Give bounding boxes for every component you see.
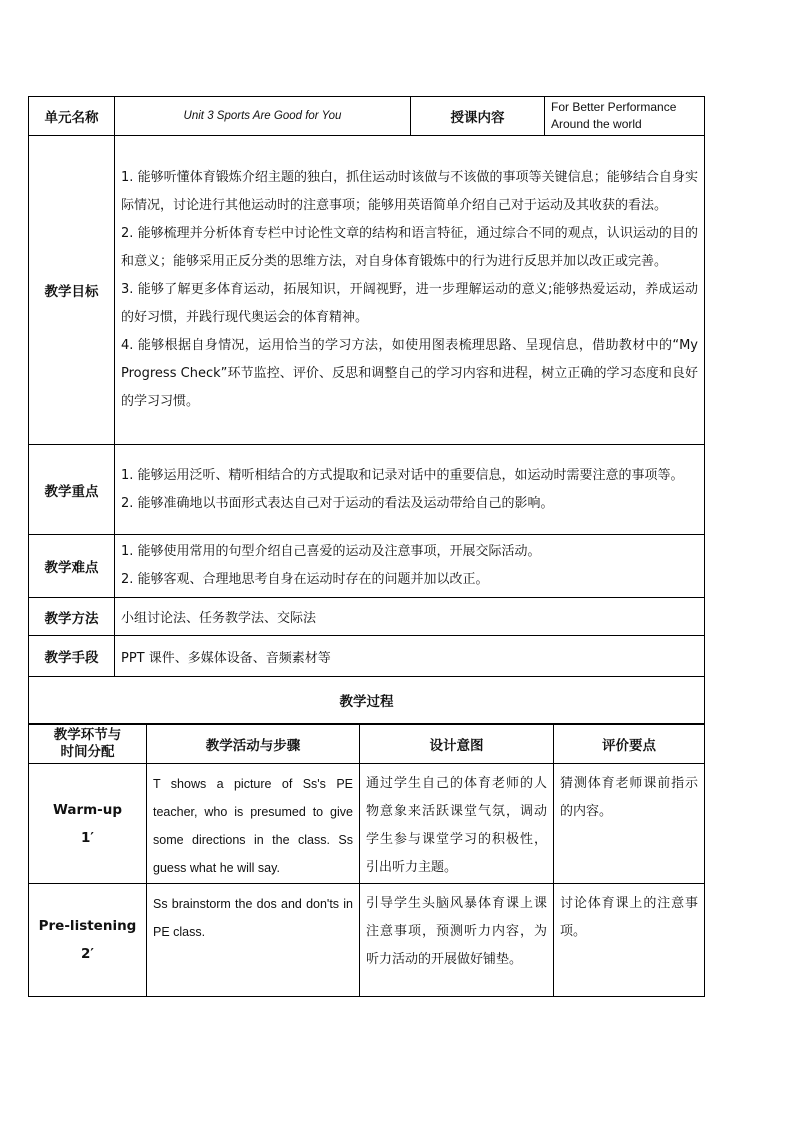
objective-paragraph: 1. 能够听懂体育锻炼介绍主题的独白，抓住运动时该做与不该做的事项等关键信息；能够结合自身实际情况，讨论进行其他运动时的注意事项；能够用英语简单介绍自己对于运动及其收获的看法。 [121,170,698,213]
methods-value: 小组讨论法、任务教学法、交际法 [115,598,705,636]
difficulty-paragraph: 2. 能够客观、合理地思考自身在运动时存在的问题并加以改正。 [121,572,489,587]
objective-paragraph: 4. 能够根据自身情况，运用恰当的学习方法，如使用图表梳理思路、呈现信息，借助教材中的“My Progress Check”环节监控、评价、反思和调整自己的学习内容和进程，树立正确的学习态度和良好的学习习惯。 [121,338,698,409]
activity-cell: T shows a picture of Ss's PE teacher, who is presumed to give some directions in the class. Ss guess what he will say. [147,764,360,884]
header-stage-time [29,725,147,764]
header-stage-time-text: 教学环节与时间分配 [53,727,122,760]
stage-time: 2′ [81,946,94,962]
table-row [29,884,705,997]
table-row [29,764,705,884]
process-title: 教学过程 [29,677,705,724]
header-activity: 教学活动与步骤 [147,725,360,764]
key-points-content [115,445,705,535]
objective-paragraph: 3. 能够了解更多体育运动，拓展知识，开阔视野，进一步理解运动的意义;能够热爱运动，养成运动的好习惯，并践行现代奥运会的体育精神。 [121,282,698,325]
header-intent: 设计意图 [360,725,554,764]
means-label: 教学手段 [29,636,115,677]
unit-label: 单元名称 [29,97,115,136]
course-label: 授课内容 [411,97,545,136]
key-point-paragraph: 2. 能够准确地以书面形式表达自己对于运动的看法及运动带给自己的影响。 [121,495,554,511]
course-line: For Better Performance [551,100,677,114]
stage-time: 1′ [81,829,94,846]
means-value: PPT 课件、多媒体设备、音频素材等 [115,636,705,677]
intent-cell: 引导学生头脑风暴体育课上课注意事项，预测听力内容，为听力活动的开展做好铺垫。 [360,884,554,997]
stage-cell [29,764,147,884]
intent-cell: 通过学生自己的体育老师的人物意象来活跃课堂气氛，调动学生参与课堂学习的积极性，引出听力主题。 [360,764,554,884]
evaluation-cell: 讨论体育课上的注意事项。 [554,884,705,997]
unit-name: Unit 3 Sports Are Good for You [115,97,411,136]
lesson-info-table [28,96,705,724]
objectives-content [115,136,705,445]
stage-cell [29,884,147,997]
process-table [28,724,705,997]
course-content [545,97,705,136]
difficulties-content [115,535,705,598]
course-line: Around the world [551,117,642,131]
activity-cell: Ss brainstorm the dos and don'ts in PE class. [147,884,360,997]
stage-name: Warm-up [52,801,123,818]
difficulty-paragraph: 1. 能够使用常用的句型介绍自己喜爱的运动及注意事项，开展交际活动。 [121,544,541,559]
stage-name: Pre-listening [38,918,137,934]
key-points-label: 教学重点 [29,445,115,535]
difficulties-label: 教学难点 [29,535,115,598]
objective-paragraph: 2. 能够梳理并分析体育专栏中讨论性文章的结构和语言特征，通过综合不同的观点，认识运动的目的和意义；能够采用正反分类的思维方法，对自身体育锻炼中的行为进行反思并加以改正或完善。 [121,226,698,269]
evaluation-cell: 猜测体育老师课前指示的内容。 [554,764,705,884]
methods-label: 教学方法 [29,598,115,636]
header-evaluation: 评价要点 [554,725,705,764]
objectives-label: 教学目标 [29,136,115,445]
key-point-paragraph: 1. 能够运用泛听、精听相结合的方式提取和记录对话中的重要信息，如运动时需要注意的事项等。 [121,467,684,483]
